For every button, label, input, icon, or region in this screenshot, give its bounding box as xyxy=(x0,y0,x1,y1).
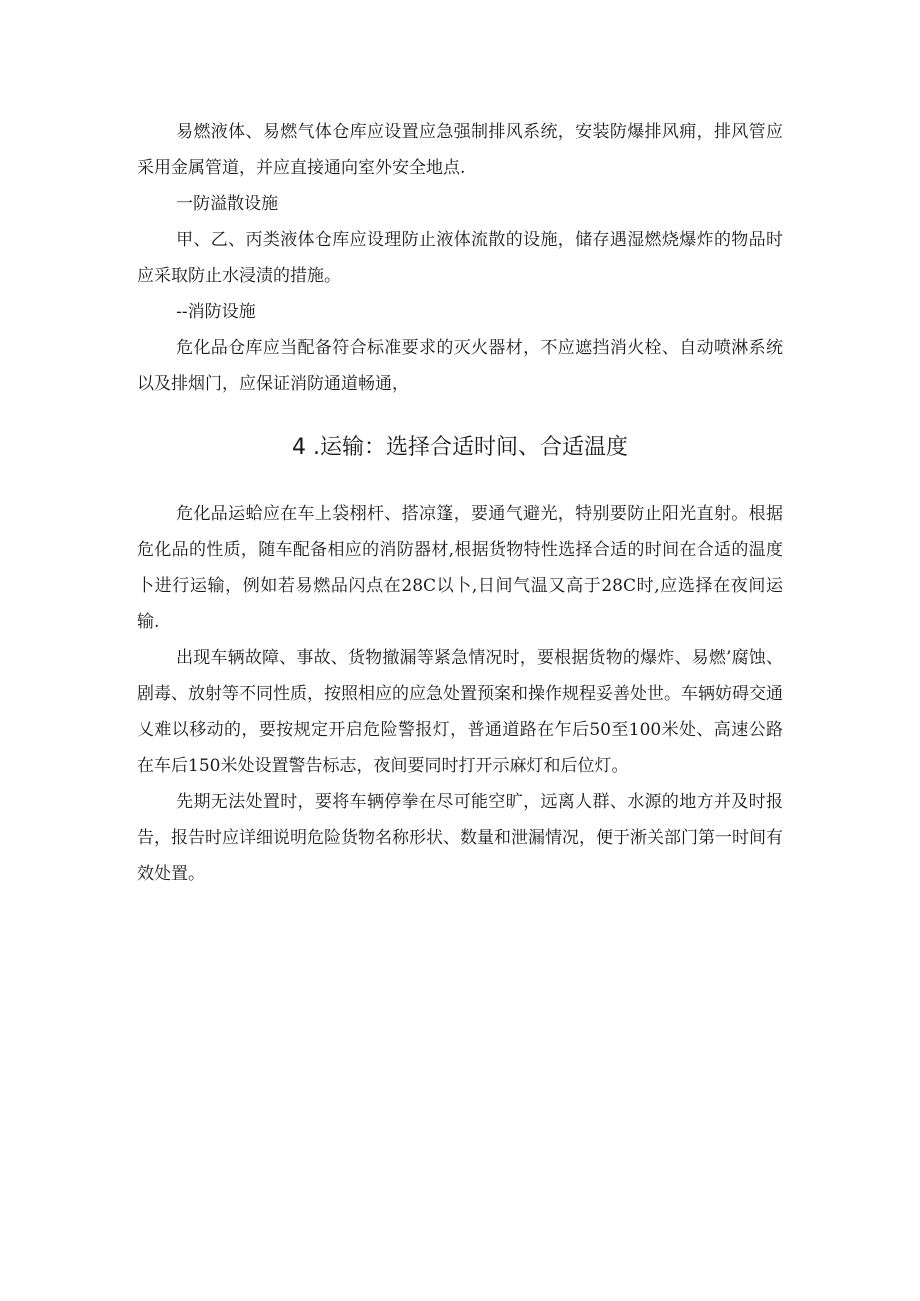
paragraph-anti-spill: 甲、乙、丙类液体仓库应设理防止液体流散的设施，储存遇湿燃烧爆炸的物品时应采取防止水浸渍的措施。 xyxy=(137,230,783,286)
paragraph-fire-protection: 危化品仓库应当配备符合标准要求的灭火器材，不应遮挡消火栓、自动喷淋系统以及排烟门，应保证消防通道畅通， xyxy=(137,338,783,394)
paragraph-exhaust: 易燃液体、易燃气体仓库应设置应急强制排风系统，安装防爆排风痈，排风管应采用金属管道，并应直接通向室外安全地点. xyxy=(137,122,783,178)
paragraph-emergency: 出现车辆故障、事故、货物撤漏等紧急情况时，要根据货物的爆炸、易燃’腐蚀、剧毒、放射等不同性质，按照相应的应急处置预案和操作规程妥善处世。车辆妨碍交通乂难以移动的，要按规定开启危险警报灯，普通道路在乍后50至100米处、高速公路在车后150米处设置警告标志，夜间要同时打开示麻灯和后位灯。 xyxy=(137,648,783,776)
paragraph-report: 先期无法处置时，要将车辆停拳在尽可能空旷，远离人群、水源的地方并及时报告，报告时应详细说明危险货物名称形状、数量和泄漏情况，便于淅关部门第一时间有效处置。 xyxy=(137,792,783,884)
document-page xyxy=(137,114,783,892)
section-heading-transport: 4 .运输：选择合适时间、合适温度 xyxy=(292,435,628,460)
subheading-fire-protection: --消防设施 xyxy=(176,302,256,322)
subheading-anti-spill: 一防溢散设施 xyxy=(176,194,279,214)
paragraph-transport: 危化品运蛤应在车上袋栩杆、搭凉篷，要通气避光，特别要防止阳光直射。根据危化品的性质，随车配备相应的消防器材,根据货物特性选择合适的时间在合适的温度卜进行运输，例如若易燃品闪点在28C以卜,日间气温又高于28C时,应选择在夜间运输. xyxy=(137,504,783,632)
